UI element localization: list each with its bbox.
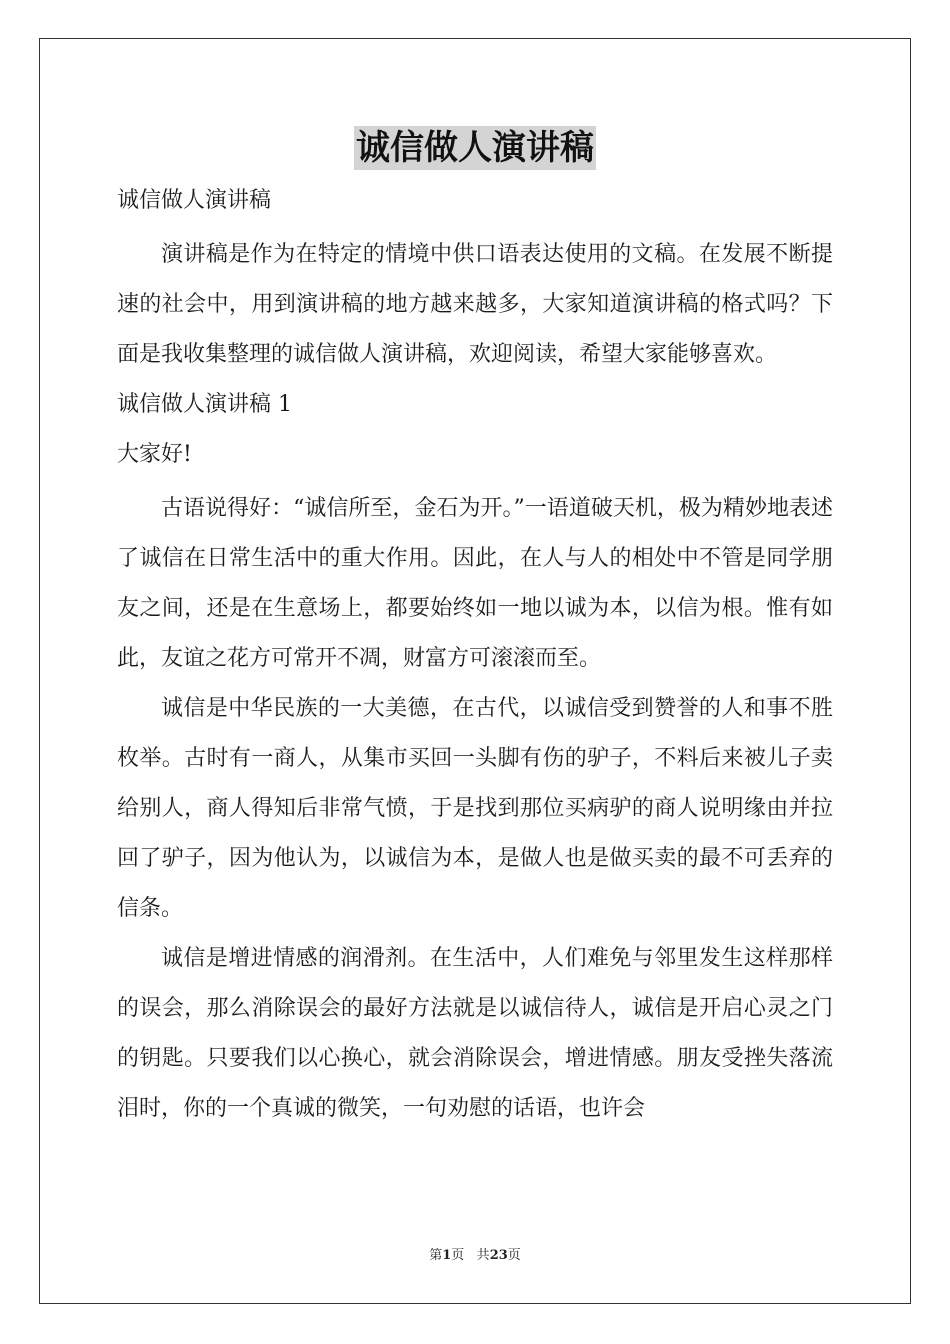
body-paragraph-3: 诚信是增进情感的润滑剂。在生活中，人们难免与邻里发生这样那样的误会，那么消除误会的最好方法就是以诚信待人，诚信是开启心灵之门的钥匙。只要我们以心换心，就会消除误会，增进情感。朋友受挫失落流泪时，你的一个真诚的微笑，一句劝慰的话语，也许会	[117, 946, 833, 1121]
document-title: 诚信做人演讲稿	[356, 128, 594, 168]
total-pages: 23	[489, 1248, 508, 1263]
body-paragraph-2: 诚信是中华民族的一大美德，在古代，以诚信受到赞誉的人和事不胜枚举。古时有一商人，从集市买回一头脚有伤的驴子，不料后来被儿子卖给别人，商人得知后非常气愤，于是找到那位买病驴的商人说明缘由并拉回了驴子，因为他认为，以诚信为本，是做人也是做买卖的最不可丢弃的信条。	[117, 696, 833, 921]
intro-paragraph: 演讲稿是作为在特定的情境中供口语表达使用的文稿。在发展不断提速的社会中，用到演讲稿的地方越来越多，大家知道演讲稿的格式吗？下面是我收集整理的诚信做人演讲稿，欢迎阅读，希望大家能够喜欢。	[117, 242, 833, 367]
document-body	[117, 176, 833, 1134]
greeting: 大家好!	[117, 442, 192, 467]
page-prefix: 第	[429, 1248, 443, 1263]
page-footer	[0, 1247, 950, 1265]
page-number: 1	[442, 1248, 452, 1263]
page-suffix: 页	[451, 1248, 465, 1263]
section-heading: 诚信做人演讲稿 1	[117, 392, 292, 417]
body-paragraph-1: 古语说得好：“诚信所至，金石为开。”一语道破天机，极为精妙地表述了诚信在日常生活中的重大作用。因此，在人与人的相处中不管是同学朋友之间，还是在生意场上，都要始终如一地以诚为本，以信为根。惟有如此，友谊之花方可常开不凋，财富方可滚滚而至。	[117, 496, 833, 671]
total-suffix: 页	[507, 1248, 521, 1263]
document-subtitle: 诚信做人演讲稿	[117, 188, 272, 213]
title-wrap	[0, 126, 950, 170]
total-prefix: 共	[476, 1248, 490, 1263]
